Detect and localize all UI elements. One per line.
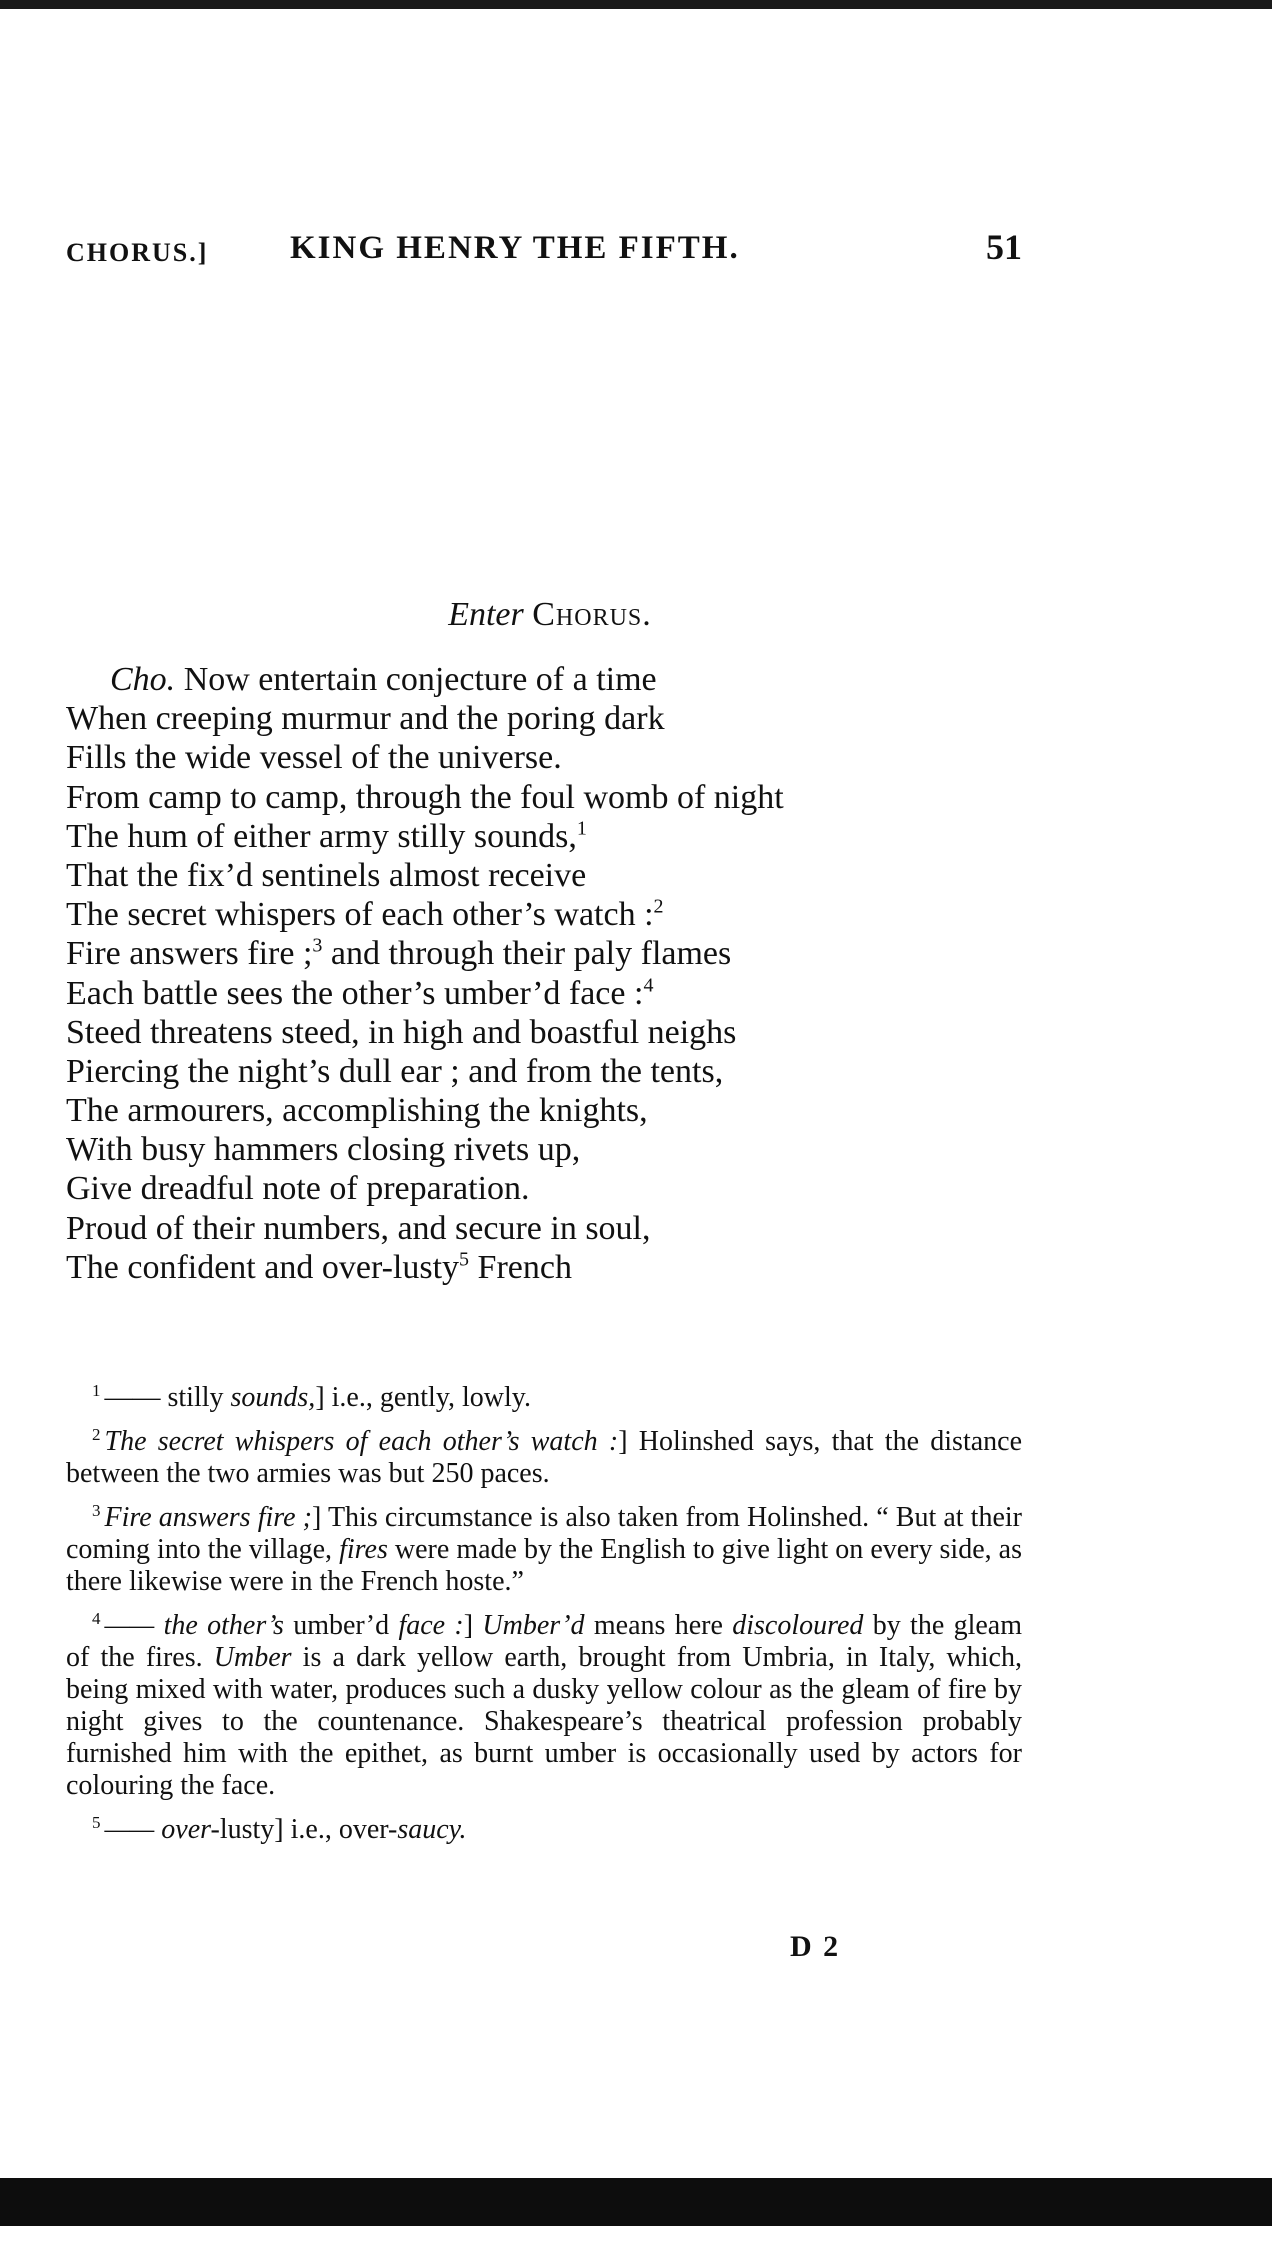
footnote-text: ] i.e., over- [274, 1814, 398, 1845]
bottom-border-rule [0, 2178, 1272, 2226]
verse-line-text: The hum of either army stilly sounds, [66, 817, 577, 855]
footnote-lemma: umber’d [283, 1610, 399, 1641]
verse-line [66, 1209, 1066, 1248]
footnote-text: were made by the English to give light on every side, as there likewise were in the French hoste.” [66, 1534, 1022, 1597]
footnote-lemma: lusty [219, 1814, 275, 1845]
footnote-lemma-italic: —— the other’s [104, 1610, 284, 1641]
speaker-prefix: Cho. [110, 661, 176, 698]
running-head [66, 226, 1022, 272]
footnote-lemma: —— stilly [104, 1382, 231, 1413]
footnote [66, 1382, 1022, 1414]
verse-line [66, 934, 1066, 973]
verse-line-text: Fire answers fire ; [66, 935, 313, 973]
footnote-number: 5 [92, 1812, 101, 1832]
verse-line-text: Give dreadful note of preparation. [66, 1170, 530, 1208]
footnote-lemma-italic: —— over- [104, 1814, 220, 1845]
footnote-text-italic: saucy. [397, 1814, 467, 1845]
footnote-text: ] Holinshed says, that the distance between the two armies was but 250 paces. [66, 1426, 1023, 1489]
footnote-text-italic: fires [339, 1534, 388, 1565]
footnote [66, 1426, 1022, 1490]
verse-line [66, 1052, 1066, 1091]
verse-line [66, 1091, 1066, 1130]
page-number: 51 [986, 227, 1022, 267]
stage-direction-name: Chorus. [532, 596, 652, 633]
footnote-text: ] This circumstance is also taken from Holinshed. “ But at their coming into the village, [66, 1502, 1022, 1565]
footnote-number: 4 [92, 1608, 101, 1628]
footnote [66, 1610, 1022, 1802]
verse-line-continuation: and through their paly flames [322, 935, 732, 973]
verse-line [66, 817, 1066, 856]
verse-line [66, 974, 1066, 1013]
verse-line [66, 1169, 1066, 1208]
footnote-text: ] i.e., gently, lowly. [315, 1382, 531, 1413]
verse-line-text: That the fix’d sentinels almost receive [66, 856, 587, 894]
footnote-lemma-italic: Fire answers fire ; [104, 1502, 312, 1533]
verse-line-text: With busy hammers closing rivets up, [66, 1131, 581, 1169]
verse-line [66, 699, 1066, 738]
verse-line-text: Piercing the night’s dull ear ; and from the tents, [66, 1052, 724, 1090]
footnote-number: 3 [92, 1500, 101, 1520]
verse-line-text: Steed threatens steed, in high and boastful neighs [66, 1013, 737, 1051]
verse-line-text: When creeping murmur and the poring dark [66, 700, 665, 738]
footnote-ref[interactable]: 5 [459, 1248, 470, 1271]
footnote-number: 1 [92, 1380, 101, 1400]
running-head-left: CHORUS.] [66, 238, 209, 267]
verse-line [66, 738, 1066, 777]
running-head-title: KING HENRY THE FIFTH. [290, 230, 740, 266]
verse-line [66, 1013, 1066, 1052]
verse-line-text: The secret whispers of each other’s watch : [66, 896, 654, 934]
footnote [66, 1814, 1022, 1846]
footnote-text-italic: discoloured [732, 1610, 864, 1641]
footnote-ref[interactable]: 2 [653, 895, 664, 918]
verse-line-text: The confident and over-lusty [66, 1248, 460, 1286]
footnote-lemma-italic: The secret whispers of each other’s watch : [104, 1426, 619, 1457]
footnote-text: ] [463, 1610, 483, 1641]
footnote-ref[interactable]: 3 [312, 934, 323, 957]
footnote-text: means here [584, 1610, 733, 1641]
footnote-text: by the gleam of the fires. [66, 1610, 1022, 1673]
verse-line [66, 1248, 1066, 1287]
verse-line [66, 660, 1066, 699]
verse-line [66, 778, 1066, 817]
verse-block [66, 660, 1066, 1287]
stage-direction-enter: Enter [448, 596, 524, 633]
signature-mark: D 2 [790, 1930, 841, 1963]
verse-line-text: From camp to camp, through the foul womb of night [66, 778, 784, 816]
footnote-ref[interactable]: 1 [576, 817, 587, 840]
verse-line-text: Each battle sees the other’s umber’d face : [66, 974, 644, 1012]
verse-line [66, 856, 1066, 895]
footnote-lemma-italic: sounds, [230, 1382, 316, 1413]
verse-line-text: Fills the wide vessel of the universe. [66, 739, 562, 777]
footnote [66, 1502, 1022, 1598]
footnote-lemma-italic: face : [398, 1610, 464, 1641]
verse-line-text: Now entertain conjecture of a time [175, 661, 657, 698]
verse-line-continuation: French [469, 1248, 572, 1286]
stage-direction [0, 596, 1100, 634]
footnote-text-italic: Umber’d [482, 1610, 585, 1641]
footnote-ref[interactable]: 4 [643, 974, 654, 997]
footnotes [66, 1382, 1022, 1858]
verse-line-text: Proud of their numbers, and secure in soul, [66, 1209, 651, 1247]
verse-line [66, 1130, 1066, 1169]
verse-line [66, 895, 1066, 934]
verse-line-text: The armourers, accomplishing the knights, [66, 1092, 648, 1130]
footnote-text: is a dark yellow earth, brought from Umbria, in Italy, which, being mixed with water, produces such a dusky yellow colour as the gleam of fire by night gives to the countenance. Shakespeare’s theatrical profession probably furnished him with the epithet, as burnt umber is occasionally used by actors for colouring the face. [66, 1642, 1022, 1801]
footnote-text-italic: Umber [213, 1642, 292, 1673]
top-border-rule [0, 0, 1272, 9]
footnote-number: 2 [92, 1424, 101, 1444]
